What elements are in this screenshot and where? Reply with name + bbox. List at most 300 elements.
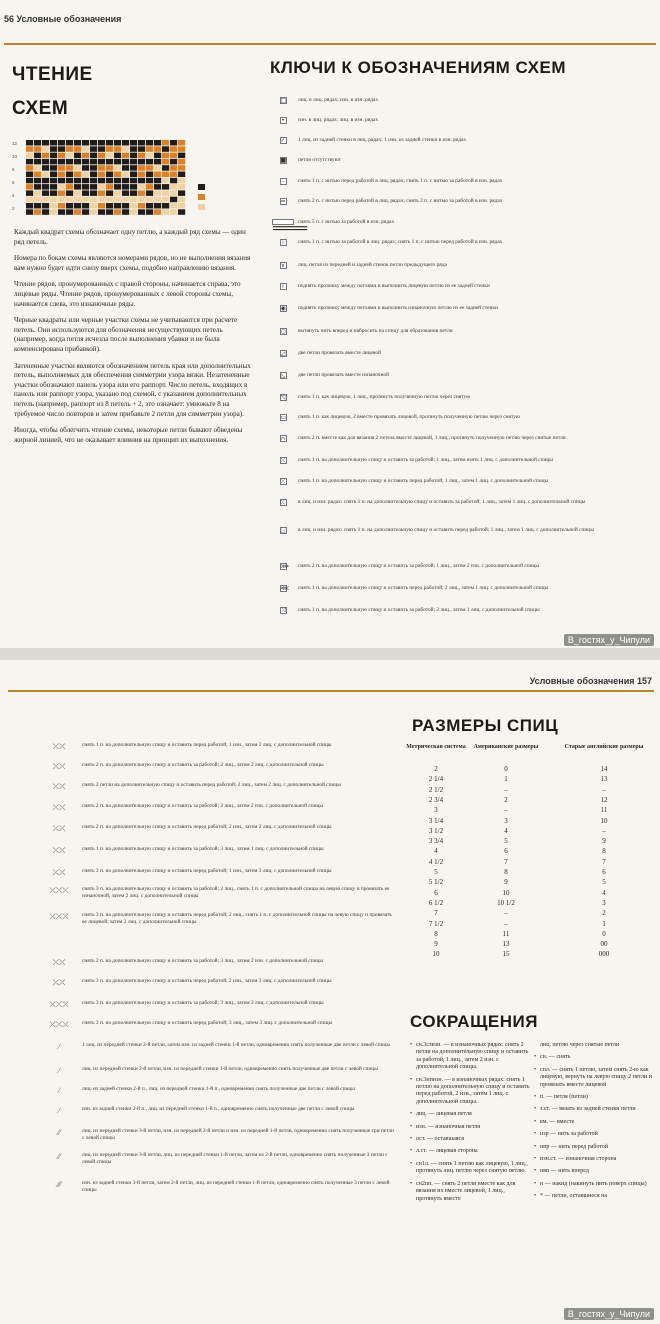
chart-cell	[106, 203, 113, 209]
chart-cell	[146, 197, 153, 203]
chart-cell	[74, 153, 81, 159]
chart-cell	[90, 203, 97, 209]
chart-cell	[106, 209, 113, 215]
chart-symbol-icon: ○	[280, 327, 286, 335]
left-page	[0, 0, 660, 648]
chart-cell	[66, 159, 73, 165]
chart-cell	[138, 140, 145, 146]
chart-cell	[34, 159, 41, 165]
cable-symbol-icon: ⤫⤫	[52, 782, 66, 791]
chart-cell	[58, 153, 65, 159]
chart-cell	[146, 203, 153, 209]
chart-cell	[58, 146, 65, 152]
colorwork-chart	[26, 140, 216, 220]
chart-cell	[90, 184, 97, 190]
chart-cell	[82, 159, 89, 165]
chart-cell	[154, 209, 161, 215]
cable-symbol-icon: ⤬⤬	[52, 958, 66, 967]
needle-size-row	[404, 949, 656, 959]
needle-size-cell: 6	[602, 868, 606, 876]
chart-cell	[178, 203, 185, 209]
chart-cell	[122, 209, 129, 215]
chart-symbol-icon: ■	[280, 156, 287, 164]
needle-size-cell: 7	[434, 909, 438, 918]
chart-cell	[106, 178, 113, 184]
chart-cell	[58, 172, 65, 178]
cable-description: снять 3 п. на дополнительную спицу и оставить за работой; 3 лиц., затем 3 лиц. с дополнительной спицы	[82, 1000, 324, 1006]
key-description: в лиц. и изн. рядах: снять 1 п. на дополнительную спицу и оставить за работой; 1 лиц., затем 1 лиц. с дополнительной спицы	[298, 498, 586, 505]
needle-size-cell: 6 1/2	[428, 898, 444, 907]
needle-size-cell: 3	[602, 898, 606, 907]
chart-cell	[50, 172, 57, 178]
needle-size-cell: –	[504, 785, 508, 794]
key-description: изн. в лиц. рядах; лиц. в изн. рядах	[298, 116, 379, 123]
chart-cell	[58, 203, 65, 209]
cable-key-row	[36, 1000, 396, 1021]
needle-size-cell: –	[602, 826, 606, 835]
cable-description: снять 3 п. на дополнительную спицу и оставить за работой; 2 лиц., снять 1 п. с дополнительной спицы на левую спицу и провязать ее изнаночной; затем 2 лиц. с дополнительной спицы	[82, 886, 390, 899]
chart-cell	[162, 190, 169, 196]
chart-cell	[98, 146, 105, 152]
needle-size-row	[404, 898, 656, 908]
chart-cell	[114, 172, 121, 178]
needle-size-row	[404, 795, 656, 805]
abbreviation-item: • * — петли, оставшиеся на	[534, 1193, 654, 1200]
cable-key-row	[36, 1180, 396, 1201]
cable-description: снять 2 п. на дополнительную спицу и оставить перед работой; 2 изн., затем 2 лиц. с дополнительной спицы	[82, 824, 332, 830]
chart-cell	[82, 190, 89, 196]
needle-size-row	[404, 857, 656, 867]
chart-cell	[114, 209, 121, 215]
needle-size-row	[404, 867, 656, 877]
chart-cell	[74, 159, 81, 165]
cable-description: изн. из задней стенки 3-й петли, затем 2-й петли, лиц. из передней стенки 1-й петли, одновременно снять полученные 3 петли с левой спицы	[82, 1180, 390, 1193]
key-description: снять 1 п. как лицевую, 2 вместе провязать лицевой, протянуть полученную петлю через снятую	[298, 413, 521, 420]
needle-header-metric: Метрическая система	[406, 744, 466, 750]
cable-symbol-icon: ⁄	[58, 1106, 60, 1115]
chart-cell	[26, 153, 33, 159]
chart-cell	[90, 190, 97, 196]
abbreviation-item: • спл. — снять 1 петлю, затем снять 2-ю как лицевую, вернуть на левую спицу 2 петли и провязать вместе лицевой	[534, 1067, 654, 1089]
cable-description: снять 1 п. на дополнительную спицу и оставить перед работой; 1 изн., затем 2 лиц. с дополнительной спицы	[82, 742, 332, 748]
needle-size-cell: 5	[504, 837, 508, 846]
chart-symbol-icon: ◿	[280, 349, 286, 357]
key-description: вытянуть нить вперед и набросить на спицу для образования петли	[298, 327, 453, 334]
chart-cell	[122, 146, 129, 152]
cable-key-row	[36, 1152, 396, 1173]
chart-cell	[50, 203, 57, 209]
chart-cell	[34, 178, 41, 184]
needle-size-cell: 3 3/4	[428, 837, 444, 846]
chart-cell	[98, 197, 105, 203]
chart-cell	[130, 184, 137, 190]
chart-cell	[26, 197, 33, 203]
chart-cell	[170, 178, 177, 184]
paragraph: Каждый квадрат схемы обозначает одну петлю, а каждый ряд схемы — один ряд петель.	[14, 228, 246, 246]
cable-key-row	[36, 846, 396, 867]
key-description: петли отсутствуют	[298, 156, 342, 163]
chart-cell	[34, 172, 41, 178]
needle-size-cell: 2 3/4	[428, 795, 444, 804]
key-row	[268, 600, 654, 620]
header-rule	[8, 690, 654, 692]
chart-cell	[74, 146, 81, 152]
key-description: снять 2 п. с нитью перед работой в лиц. рядах; снять 2 п. с нитью за работой в изн. рядах	[298, 197, 503, 204]
chart-cell	[50, 178, 57, 184]
keys-title: КЛЮЧИ К ОБОЗНАЧЕНИЯМ СХЕМ	[270, 58, 567, 77]
paragraph: Чтение рядов, пронумерованных с правой стороны, начинается справа, это лицевые ряды. Чтение рядов, пронумерованных с левой стороны схемы, начинается слева, это изнаночные ряды.	[14, 280, 241, 308]
key-row	[268, 255, 654, 275]
key-description: снять 1 п. как лицевую, 1 лиц., протянуть полученную петлю через снятую	[298, 393, 471, 400]
key-description: лиц. в лиц. рядах; изн. в изн. рядах	[298, 96, 379, 103]
chart-cell	[74, 197, 81, 203]
chart-cell	[170, 146, 177, 152]
chart-cell	[170, 165, 177, 171]
chart-cell	[26, 209, 33, 215]
chart-cell	[130, 159, 137, 165]
chart-cell	[42, 197, 49, 203]
chart-cell	[34, 209, 41, 215]
watermark: В_гостях_у_Чипули	[564, 1308, 654, 1320]
chart-cell	[26, 184, 33, 190]
cable-key-row	[36, 978, 396, 999]
abbreviation-item: • з.ст. — вязать из задней стенки петли	[534, 1106, 654, 1113]
key-description: две петли провязать вместе лицевой	[298, 349, 382, 356]
chart-row-number: 4	[12, 193, 15, 198]
needle-size-cell: 3	[434, 806, 438, 815]
chart-symbol-icon: –	[281, 177, 285, 185]
chart-cell	[106, 172, 113, 178]
cable-symbol-icon: ⁄	[58, 1086, 60, 1095]
chart-cell	[138, 146, 145, 152]
chart-cell	[66, 197, 73, 203]
abbreviation-item: • нзр — нить за работой	[534, 1131, 654, 1138]
chart-cell	[122, 159, 129, 165]
abbreviation-item: • изн.ст. — изнаночная сторона	[534, 1156, 654, 1163]
key-description: снять 1 п. с нитью перед работой в лиц. рядах; снять 1 п. с нитью за работой в изн. рядах	[298, 177, 503, 184]
needle-size-cell: 5	[434, 868, 438, 876]
key-row	[268, 520, 654, 540]
needle-size-cell: 7	[504, 857, 508, 866]
chart-cell	[114, 140, 121, 146]
chart-symbol-icon: ◹	[280, 393, 286, 401]
chart-cell	[42, 209, 49, 215]
chart-cell	[98, 178, 105, 184]
abbreviation-item: • ост. — оставшаяся	[410, 1136, 530, 1143]
chart-cell	[114, 165, 121, 171]
needle-size-cell: 3 1/4	[428, 816, 444, 825]
chart-cell	[98, 140, 105, 146]
chart-cell	[130, 178, 137, 184]
paragraph: Черные квадраты или черные участки схемы не учитываются при расчете петель. Они используются для обозначения несуществующих петель (например, когда петля исчезла после выполнения убавки и не была компенсирована прибавкой).	[14, 316, 238, 353]
chart-cell	[154, 159, 161, 165]
needle-size-cell: 1	[504, 775, 508, 784]
chart-cell	[66, 140, 73, 146]
chart-cell	[178, 178, 185, 184]
chart-cell	[122, 165, 129, 171]
abbreviation-item: • л.ст. — лицевая сторона	[410, 1148, 530, 1155]
chart-row-number: 8	[12, 167, 15, 172]
chart-row-number: 12	[12, 141, 18, 146]
needle-size-cell: 8	[434, 929, 438, 938]
key-row	[268, 150, 654, 170]
chart-cell	[90, 209, 97, 215]
needle-size-row	[404, 805, 656, 815]
key-row	[268, 407, 654, 427]
chart-cell	[162, 209, 169, 215]
key-row	[268, 428, 654, 448]
chart-cell	[178, 146, 185, 152]
chart-cell	[42, 146, 49, 152]
chart-cell	[42, 153, 49, 159]
key-row	[268, 556, 654, 576]
cable-description: снять 3 п. на дополнительную спицу и оставить перед работой; 1 изн., затем 3 лиц. с дополнительной спицы	[82, 868, 332, 874]
chart-symbol-icon: ⤨	[280, 606, 286, 614]
cable-description: снять 2 петли на дополнительную спицу и оставить перед работой; 2 лиц., затем 2 лиц. с дополнительной спицы	[82, 782, 341, 788]
abbreviations-title: СОКРАЩЕНИЯ	[410, 1012, 538, 1031]
chart-cell	[26, 146, 33, 152]
chart-cell	[90, 178, 97, 184]
chart-cell	[138, 203, 145, 209]
chart-cell	[82, 209, 89, 215]
key-row	[268, 110, 654, 130]
cable-key-row	[36, 762, 396, 783]
key-description: снять 1 п. на дополнительную спицу и оставить за работой; 2 лиц., затем 1 лиц. с дополнительной спицы	[298, 606, 540, 613]
chart-cell	[106, 197, 113, 203]
chart-cell	[82, 146, 89, 152]
chart-cell	[66, 146, 73, 152]
cable-description: лиц. из передней стенки 3-й петли, лиц. из передней стенки 1-й петли, затем из 2-й петли, одновременно снять полученные 3 петли с левой спицы	[82, 1152, 388, 1165]
chart-cell	[170, 153, 177, 159]
chart-cell	[178, 197, 185, 203]
chart-cell	[114, 146, 121, 152]
header-rule	[4, 43, 656, 45]
needle-size-cell: 13	[600, 775, 608, 784]
chart-cell	[138, 178, 145, 184]
chart-cell	[114, 203, 121, 209]
chart-cell	[106, 159, 113, 165]
chart-cell	[154, 190, 161, 196]
chart-cell	[74, 172, 81, 178]
chart-cell	[42, 184, 49, 190]
needle-size-cell: –	[504, 919, 508, 928]
chart-cell	[42, 190, 49, 196]
chart-cell	[106, 140, 113, 146]
needle-size-cell: 7 1/2	[428, 919, 444, 928]
chart-cell	[114, 184, 121, 190]
needle-sizes-title: РАЗМЕРЫ СПИЦ	[412, 716, 559, 735]
chart-cell	[74, 203, 81, 209]
needle-size-cell: 3	[504, 816, 508, 825]
chart-cell	[178, 172, 185, 178]
chart-cell	[34, 153, 41, 159]
needle-header-us: Американские размеры	[473, 744, 539, 750]
chart-cell	[178, 153, 185, 159]
cable-description: снять 3 п. на дополнительную спицу и оставить перед работой; 2 изн., затем 3 лиц. с дополнительной спицы	[82, 978, 332, 984]
cable-symbol-icon: ⁄	[58, 1042, 60, 1051]
chart-cell	[146, 184, 153, 190]
chart-cell	[50, 140, 57, 146]
chart-cell	[90, 153, 97, 159]
chart-cell	[146, 153, 153, 159]
cable-symbol-icon: ⤬⤬	[52, 762, 66, 771]
chart-cell	[146, 159, 153, 165]
chart-cell	[74, 178, 81, 184]
reading-charts-title-line2: СХЕМ	[12, 98, 69, 119]
chart-symbol-icon: ≀	[280, 283, 287, 290]
cable-key-row	[36, 958, 396, 979]
key-row	[268, 578, 654, 598]
chart-cell	[106, 165, 113, 171]
cable-symbol-icon: ⤫⤫	[52, 824, 66, 833]
key-description: в лиц. и изн. рядах: снять 1 п. на дополнительную спицу и оставить перед работой; 1 лиц., затем 1 лиц. с дополнительной спицы	[298, 526, 594, 533]
chart-cell	[58, 190, 65, 196]
key-row	[268, 471, 654, 491]
chart-symbol-icon: ⤪	[280, 498, 286, 506]
chart-cell	[106, 190, 113, 196]
watermark: В_гостях_у_Чипули	[564, 634, 654, 646]
chart-cell	[130, 165, 137, 171]
needle-size-cell: 4	[504, 826, 508, 835]
cable-description: снять 2 п. на дополнительную спицу и оставить за работой; 3 лиц., затем 2 изн. с дополнительной спицы	[82, 958, 324, 964]
chart-cell	[130, 190, 137, 196]
chart-cell	[130, 172, 137, 178]
abbreviation-item: • нпр — нить перед работой	[534, 1144, 654, 1151]
chart-cell	[74, 209, 81, 215]
key-row	[268, 365, 654, 385]
needle-size-cell: 7	[602, 857, 606, 866]
chart-cell	[66, 153, 73, 159]
abbreviation-item: • сн2пп. — снять 2 петли вместе как для вязания их вместе лицевой, 1 лиц., протянуть вместе	[410, 1181, 530, 1203]
chart-cell	[162, 172, 169, 178]
needle-size-cell: –	[504, 806, 508, 815]
paragraph: Иногда, чтобы облегчить чтение схемы, некоторые петли бывают обведены жирной линией, что не оказывает влияния на принцип их выполнения.	[14, 426, 243, 444]
chart-cell	[98, 203, 105, 209]
chart-cell	[34, 146, 41, 152]
chart-cell	[34, 197, 41, 203]
chart-legend-swatch	[198, 204, 205, 210]
chart-cell	[42, 203, 49, 209]
cable-description: снять 2 п. на дополнительную спицу и оставить за работой; 2 лиц., затем 2 изн. с дополнительной спицы	[82, 803, 324, 809]
key-description: две петли провязать вместе изнаночной	[298, 371, 389, 378]
chart-symbol-icon: •	[281, 116, 285, 124]
chart-symbol-icon: ⁄	[280, 137, 287, 144]
chart-cell	[154, 165, 161, 171]
key-row	[268, 450, 654, 470]
chart-symbol-icon: ⤫	[280, 477, 286, 485]
chart-cell	[178, 140, 185, 146]
chart-cell	[26, 190, 33, 196]
chart-cell	[122, 172, 129, 178]
chart-cell	[74, 184, 81, 190]
chart-cell	[170, 140, 177, 146]
key-description: поднять протяжку между петлями и выполнить лицевую петлю из ее задней стенки	[298, 282, 490, 289]
chart-symbol-icon: ◉	[280, 304, 286, 312]
chart-cell	[170, 172, 177, 178]
chart-cell	[50, 165, 57, 171]
abbreviation-item: • сн. — снять	[534, 1054, 654, 1061]
abbreviation-item: • нвп — нить вперед	[534, 1168, 654, 1175]
chart-cell	[90, 197, 97, 203]
chart-cell	[122, 184, 129, 190]
chart-cell	[34, 140, 41, 146]
key-row	[268, 212, 654, 237]
cable-key-row	[36, 742, 396, 763]
chart-cell	[98, 159, 105, 165]
cable-key-row	[36, 1086, 396, 1107]
chart-row-number: 6	[12, 180, 15, 185]
cable-symbol-icon: ⤫⤫⤫	[49, 1020, 69, 1029]
chart-cell	[106, 184, 113, 190]
chart-cell	[58, 165, 65, 171]
key-description: снять 5 п. с нитью за работой в изн. рядах	[298, 218, 395, 225]
needle-header-uk: Старые английские размеры	[564, 744, 644, 750]
needle-size-cell: –	[602, 785, 606, 794]
chart-symbol-icon: ▭	[280, 413, 287, 421]
chart-cell	[98, 184, 105, 190]
chart-cell	[154, 197, 161, 203]
chart-cell	[66, 172, 73, 178]
reading-charts-text	[14, 228, 254, 452]
abbreviation-item: • лиц. — лицевая петля	[410, 1111, 530, 1118]
chart-cell	[66, 190, 73, 196]
key-description: 1 лиц. из задней стенки в лиц. рядах; 1 изн. из задней стенки в изн. рядах	[298, 136, 467, 143]
chart-cell	[162, 178, 169, 184]
cable-key-row	[36, 1106, 396, 1127]
needle-size-row	[404, 785, 656, 795]
chart-cell	[50, 153, 57, 159]
key-row	[268, 90, 654, 110]
key-description: поднять протяжку между петлями и выполнить изнаночную петлю из ее задней стенки	[298, 304, 498, 311]
chart-cell	[82, 165, 89, 171]
needle-size-cell: 12	[600, 795, 608, 804]
cable-key-row	[36, 912, 396, 933]
reading-charts-title-line1: ЧТЕНИЕ	[12, 64, 93, 85]
cable-description: снять 3 п. на дополнительную спицу и оставить перед работой; 2 лиц., снять 1 п. с дополнительной спицы на левую спицу и провязать ее лицевой; затем 2 лиц. с дополнительной спицы	[82, 912, 392, 925]
chart-row-number: 10	[12, 154, 18, 159]
chart-cell	[122, 197, 129, 203]
chart-cell	[90, 159, 97, 165]
chart-cell	[178, 184, 185, 190]
chart-cell	[74, 190, 81, 196]
needle-size-row	[404, 929, 656, 939]
chart-symbol-icon: ⋘	[280, 584, 290, 592]
needle-size-cell: 11	[600, 806, 608, 815]
key-description: снять 1 п. с нитью за работой в лиц. рядах; снять 1 п. с нитью перед работой в изн. рядах	[298, 238, 503, 245]
key-description: снять 2 п. вместе как для вязания 2 петель вместе лицевой, 1 лиц., протянуть полученную петлю через снятые петли	[298, 434, 566, 441]
needle-size-cell: 9	[504, 878, 508, 887]
chart-cell	[34, 203, 41, 209]
chart-cell	[58, 159, 65, 165]
abbreviations-column-1	[410, 1042, 530, 1208]
needle-size-row	[404, 826, 656, 836]
chart-cell	[178, 209, 185, 215]
chart-cell	[122, 190, 129, 196]
chart-symbol-icon: ⋙	[280, 562, 290, 570]
chart-cell	[154, 146, 161, 152]
cable-symbol-icon: ⤫⤫⤫	[49, 912, 69, 921]
chart-cell	[74, 140, 81, 146]
cable-symbol-icon: ⤬⤬	[52, 846, 66, 855]
abbreviation-item: • сн1л. — снять 1 петлю как лицевую, 1 лиц., протянуть лиц. петлю через снятую петлю.	[410, 1161, 530, 1176]
chart-cell	[42, 178, 49, 184]
chart-cell	[146, 146, 153, 152]
chart-cell	[170, 159, 177, 165]
chart-legend-swatch	[198, 194, 205, 200]
chart-cell	[138, 153, 145, 159]
cable-symbol-icon: ⁄⁄⁄	[56, 1180, 61, 1189]
chart-cell	[138, 159, 145, 165]
